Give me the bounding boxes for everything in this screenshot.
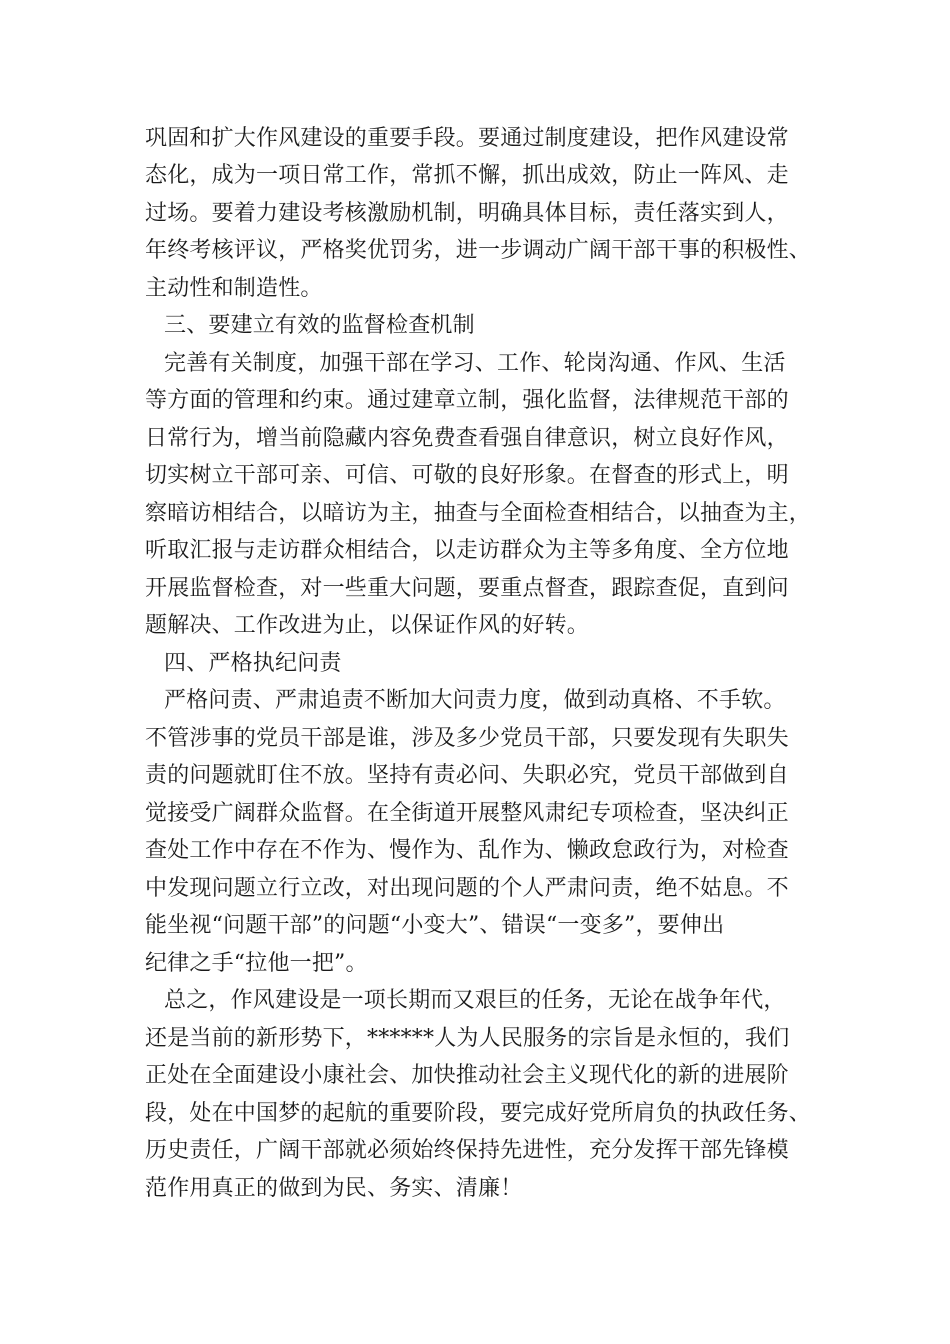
- text-line: 纪律之手“拉他一把”。: [145, 951, 368, 976]
- text-line: 能坐视“问题干部”的问题“小变大”、错误“一变多”，要伸出: [145, 913, 725, 938]
- text-line: 题解决、工作改进为止，以保证作风的好转。: [145, 613, 590, 638]
- text-line: 态化，成为一项日常工作，常抓不懈，抓出成效，防止一阵风、走: [145, 163, 789, 188]
- text-line: 切实树立干部可亲、可信、可敬的良好形象。在督查的形式上，明: [145, 463, 789, 488]
- text-line: 段，处在中国梦的起航的重要阶段，要完成好党所肩负的执政任务、: [145, 1101, 812, 1126]
- text-line: 觉接受广阔群众监督。在全街道开展整风肃纪专项检查，坚决纠正: [145, 801, 789, 826]
- section-heading-4: 四、严格执纪问责: [164, 651, 342, 676]
- text-line: 主动性和制造性。: [145, 276, 323, 301]
- text-line: 中发现问题立行立改，对出现问题的个人严肃问责，绝不姑息。不: [145, 876, 789, 901]
- text-line: 还是当前的新形势下，******人为人民服务的宗旨是永恒的，我们: [145, 1026, 790, 1051]
- text-line: 范作用真正的做到为民、务实、清廉！: [145, 1176, 523, 1201]
- text-line: 年终考核评议，严格奖优罚劣，进一步调动广阔干部干事的积极性、: [145, 238, 812, 263]
- text-line: 历史责任，广阔干部就必须始终保持先进性，充分发挥干部先锋模: [145, 1138, 789, 1163]
- section-heading-3: 三、要建立有效的监督检查机制: [164, 313, 475, 338]
- text-line: 总之，作风建设是一项长期而又艰巨的任务，无论在战争年代，: [164, 988, 786, 1013]
- text-line: 开展监督检查，对一些重大问题，要重点督查，跟踪查促，直到问: [145, 576, 789, 601]
- text-line: 查处工作中存在不作为、慢作为、乱作为、懒政怠政行为，对检查: [145, 838, 789, 863]
- text-line: 正处在全面建设小康社会、加快推动社会主义现代化的新的进展阶: [145, 1063, 789, 1088]
- text-line: 等方面的管理和约束。通过建章立制，强化监督，法律规范干部的: [145, 388, 789, 413]
- text-line: 不管涉事的党员干部是谁，涉及多少党员干部，只要发现有失职失: [145, 726, 789, 751]
- text-line: 听取汇报与走访群众相结合，以走访群众为主等多角度、全方位地: [145, 538, 789, 563]
- text-line: 严格问责、严肃追责不断加大问责力度，做到动真格、不手软。: [164, 688, 786, 713]
- text-line: 责的问题就盯住不放。坚持有责必问、失职必究，党员干部做到自: [145, 763, 789, 788]
- text-line: 完善有关制度，加强干部在学习、工作、轮岗沟通、作风、生活: [164, 351, 786, 376]
- text-line: 察暗访相结合，以暗访为主，抽查与全面检查相结合，以抽查为主，: [145, 501, 812, 526]
- text-line: 巩固和扩大作风建设的重要手段。要通过制度建设，把作风建设常: [145, 126, 789, 151]
- text-line: 日常行为，增当前隐藏内容免费查看强自律意识，树立良好作风，: [145, 426, 789, 451]
- text-line: 过场。要着力建设考核激励机制，明确具体目标，责任落实到人，: [145, 201, 789, 226]
